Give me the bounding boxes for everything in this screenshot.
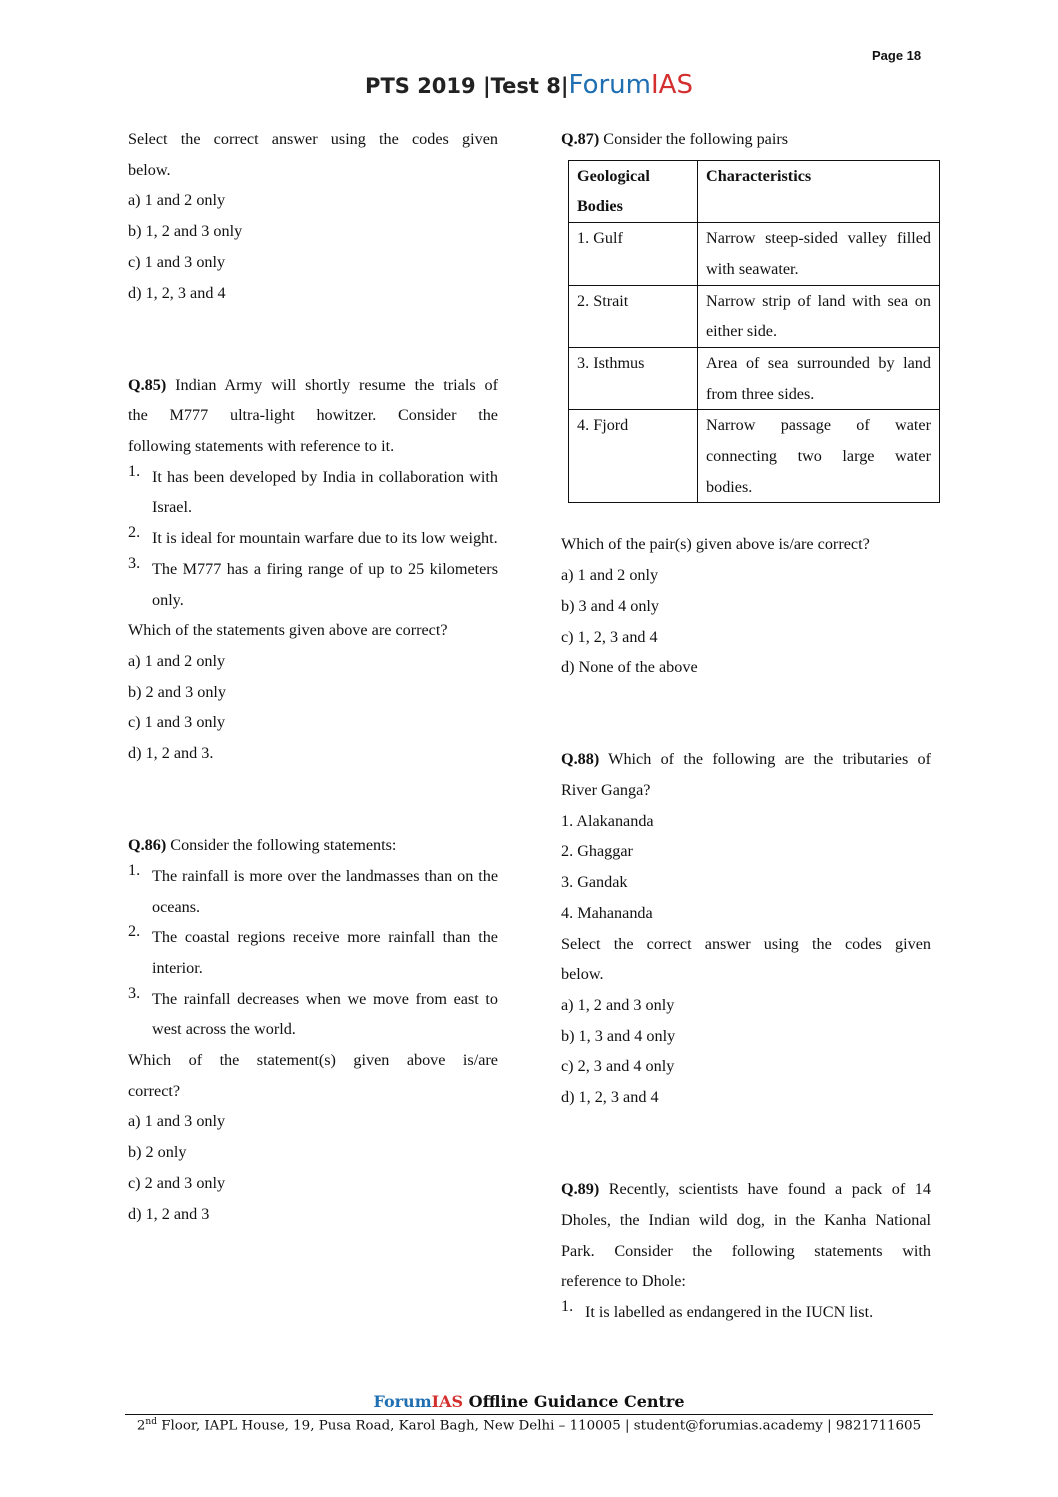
question-stem: Q.86) Consider the following statements: (128, 836, 397, 855)
question-number: Q.88) (561, 750, 600, 769)
table-row (569, 285, 940, 347)
question-87 (561, 124, 931, 683)
question-number: Q.89) (561, 1180, 600, 1199)
option: c) 2 and 3 only (128, 1173, 226, 1192)
question-stem: Q.85) Indian Army will shortly resume the trials of (128, 375, 498, 394)
question-stem: following statements with reference to it. (128, 437, 395, 455)
question-ask: below. (561, 965, 604, 984)
pairs-table (568, 160, 940, 504)
footer-title: ForumIAS Offline Guidance Centre (373, 1392, 685, 1411)
right-column (561, 124, 931, 1328)
list-item: 2. Ghaggar (561, 842, 633, 861)
question-number: Q.85) (128, 375, 167, 394)
question-89 (561, 1174, 931, 1328)
option: a) 1, 2 and 3 only (561, 995, 675, 1014)
statement: 2. The coastal regions receive more rainfall than the interior. (128, 922, 498, 977)
table-row (569, 223, 940, 285)
left-column (128, 124, 498, 1229)
option: d) 1, 2, 3 and 4 (561, 1088, 659, 1107)
page-footer (0, 1392, 1058, 1434)
question-stem: reference to Dhole: (561, 1272, 686, 1291)
question-stem: the M777 ultra-light howitzer. Consider the (128, 406, 498, 425)
option: c) 1 and 3 only (128, 252, 226, 271)
footer-address: 2nd Floor, IAPL House, 19, Pusa Road, Karol Bagh, New Delhi – 110005 | student@forumias.academy | 9821711605 (136, 1417, 922, 1434)
option: c) 1 and 3 only (128, 713, 226, 732)
test-title: PTS 2019 |Test 8| (365, 74, 569, 98)
table-cell: 2. Strait (569, 285, 698, 347)
question-88 (561, 744, 931, 1112)
question-ask: Which of the pair(s) given above is/are correct? (561, 535, 870, 554)
option: b) 2 only (128, 1143, 187, 1162)
question-number: Q.87) (561, 130, 600, 148)
option: d) None of the above (561, 658, 698, 677)
option: d) 1, 2 and 3. (128, 744, 214, 763)
statement: 2. It is ideal for mountain warfare due to its low weight. (128, 523, 498, 548)
intro-line: below. (128, 160, 171, 179)
option: d) 1, 2, 3 and 4 (128, 283, 226, 302)
option: a) 1 and 3 only (128, 1112, 226, 1131)
question-stem: Dholes, the Indian wild dog, in the Kanha National (561, 1210, 931, 1229)
option: c) 1, 2, 3 and 4 (561, 627, 658, 646)
option: b) 1, 2 and 3 only (128, 222, 243, 241)
question-stem: River Ganga? (561, 781, 651, 800)
intro-line: Select the correct answer using the codes given (128, 130, 498, 148)
question-ask: Which of the statements given above are correct? (128, 621, 448, 640)
forumias-logo: ForumIAS (568, 70, 693, 100)
page-header (0, 70, 1058, 100)
column-header: Geological Bodies (569, 160, 698, 222)
option: c) 2, 3 and 4 only (561, 1057, 675, 1076)
list-item: 1. Alakananda (561, 811, 654, 830)
statement: 3. The M777 has a firing range of up to 25 kilometers only. (128, 553, 498, 609)
option: a) 1 and 2 only (561, 566, 659, 585)
option: b) 2 and 3 only (128, 682, 227, 701)
question-ask: Which of the statement(s) given above is/are (128, 1051, 498, 1070)
statement: 3. The rainfall decreases when we move from east to west across the world. (128, 983, 498, 1039)
table-cell: 4. Fjord (569, 410, 698, 503)
option: d) 1, 2 and 3 (128, 1204, 210, 1223)
option: b) 3 and 4 only (561, 596, 660, 615)
question-ask: Select the correct answer using the codes given (561, 934, 931, 953)
statement: 1. It has been developed by India in collaboration with Israel. (128, 461, 498, 517)
list-item: 4. Mahananda (561, 903, 653, 922)
table-cell: Narrow strip of land with sea on either side. (698, 285, 940, 347)
footer-divider (125, 1414, 933, 1415)
column-header: Characteristics (698, 160, 940, 222)
question-86 (128, 830, 498, 1229)
option: b) 1, 3 and 4 only (561, 1026, 676, 1045)
statement: 1. It is labelled as endangered in the IUCN list. (561, 1296, 874, 1321)
table-cell: 3. Isthmus (569, 347, 698, 409)
question-stem: Park. Consider the following statements with (561, 1241, 931, 1260)
table-cell: 1. Gulf (569, 223, 698, 285)
page-number: Page 18 (872, 48, 922, 63)
option: a) 1 and 2 only (128, 191, 226, 210)
question-number: Q.86) (128, 836, 167, 855)
table-cell: Area of sea surrounded by land from three sides. (698, 347, 940, 409)
question-85 (128, 370, 498, 769)
list-item: 3. Gandak (561, 873, 628, 892)
statement: 1. The rainfall is more over the landmasses than on the oceans. (128, 860, 498, 916)
question-ask: correct? (128, 1081, 181, 1100)
question-stem: Q.87) Consider the following pairs (561, 130, 789, 148)
table-cell: Narrow steep-sided valley filled with seawater. (698, 223, 940, 285)
table-header-row (569, 160, 940, 222)
question-stem: Q.88) Which of the following are the tributaries of (561, 750, 931, 769)
table-cell: Narrow passage of water connecting two large water bodies. (698, 410, 940, 503)
question-stem: Q.89) Recently, scientists have found a pack of 14 (561, 1180, 931, 1199)
table-row (569, 347, 940, 409)
option: a) 1 and 2 only (128, 651, 226, 670)
table-row (569, 410, 940, 503)
